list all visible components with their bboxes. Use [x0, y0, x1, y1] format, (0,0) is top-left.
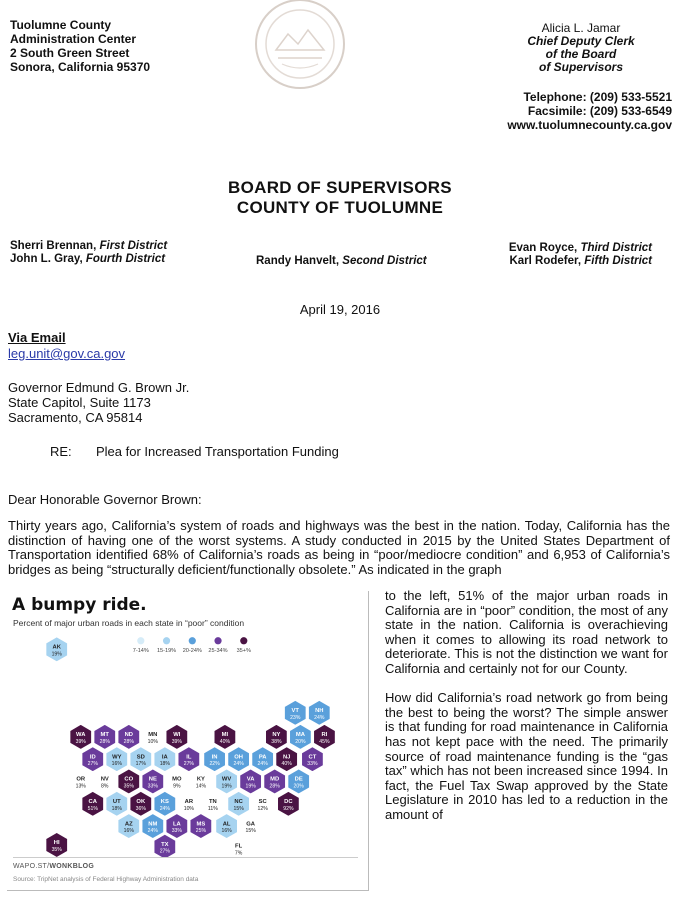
clerk-title-line: of Supervisors	[538, 60, 624, 74]
state-tile-ne	[142, 769, 164, 794]
supervisor-district: Second District	[342, 255, 427, 267]
state-abbr: VA	[246, 776, 255, 783]
state-abbr: OR	[76, 776, 86, 783]
state-value: 8%	[101, 783, 109, 790]
state-abbr: MT	[100, 732, 109, 739]
legend-swatch	[240, 637, 247, 644]
state-abbr: NM	[148, 821, 158, 828]
state-tile-or	[76, 777, 87, 790]
state-value: 35%	[51, 846, 62, 853]
recipient-line: Sacramento, CA 95814	[8, 410, 143, 425]
state-tile-nj	[276, 747, 298, 772]
state-abbr: AR	[184, 798, 194, 805]
state-tile-nv	[101, 777, 109, 790]
state-tile-ct	[302, 747, 324, 772]
state-abbr: ID	[89, 754, 96, 761]
email-link[interactable]: leg.unit@gov.ca.gov	[8, 346, 126, 361]
state-tile-tx	[154, 834, 176, 857]
state-abbr: IA	[161, 754, 168, 761]
state-abbr: MO	[172, 776, 182, 783]
state-value: 19%	[221, 783, 232, 790]
state-abbr: TN	[208, 798, 217, 805]
legend-swatch	[137, 637, 144, 644]
state-tile-mi	[214, 724, 236, 749]
state-abbr: AK	[52, 644, 61, 651]
state-value: 35%	[123, 783, 134, 790]
state-abbr: CA	[88, 798, 97, 805]
road-condition-chart	[7, 591, 369, 891]
supervisor-district: First District	[99, 240, 168, 252]
state-abbr: CT	[308, 754, 317, 761]
state-value: 19%	[51, 651, 62, 658]
state-abbr: ND	[124, 732, 134, 739]
legend-label: 15-19%	[156, 647, 177, 654]
state-value: 40%	[281, 761, 292, 768]
state-value: 40%	[219, 738, 231, 745]
supervisor-name: Randy Hanvelt,	[256, 255, 340, 267]
telephone: Telephone: (209) 533-5521	[523, 90, 672, 104]
state-abbr: WV	[221, 776, 232, 783]
state-value: 24%	[233, 761, 244, 768]
state-abbr: GA	[246, 821, 256, 828]
state-value: 24%	[147, 828, 158, 835]
recipient-address	[8, 380, 189, 425]
via-email-label: Via Email	[8, 330, 66, 345]
state-value: 25%	[195, 828, 207, 835]
state-value: 15%	[233, 805, 244, 812]
state-value: 33%	[171, 828, 182, 835]
state-tile-fl	[235, 844, 243, 857]
recipient-line: State Capitol, Suite 1173	[8, 395, 151, 410]
state-value: 24%	[314, 714, 325, 721]
state-abbr: PA	[258, 754, 267, 761]
legend-label: 7-14%	[132, 647, 149, 654]
state-tile-nc	[228, 791, 250, 816]
clerk-block	[516, 22, 646, 74]
state-tile-nh	[308, 700, 330, 725]
letter-date: April 19, 2016	[299, 302, 381, 317]
chart-title: A bumpy ride.	[12, 595, 147, 615]
state-tile-sc	[258, 799, 269, 812]
address-line: Sonora, California 95370	[10, 60, 151, 74]
legend-swatch	[189, 637, 196, 644]
state-abbr: OK	[136, 798, 146, 805]
state-value: 18%	[111, 805, 122, 812]
body-paragraph-3: How did California’s road network go from being the best to being the worst? The simple answer is that funding for road maintenance in California has not kept pace with the need. The primarily source of road maintenance funding is the “gas tax” which has not been increased since 1994. In fact, the Fuel Tax Swap approved by the State Legislature in 2010 has led to a reduction in the amount of	[385, 690, 668, 822]
state-value: 92%	[283, 805, 294, 812]
chart-legend	[133, 637, 251, 654]
state-tile-id	[82, 747, 104, 772]
legend-swatch	[163, 637, 170, 644]
state-value: 20%	[293, 783, 304, 790]
subject-line	[50, 444, 339, 459]
state-abbr: LA	[172, 821, 181, 828]
clerk-title-line: of the Board	[545, 47, 617, 61]
board-heading-line1: BOARD OF SUPERVISORS	[228, 178, 452, 197]
state-value: 33%	[147, 783, 158, 790]
state-value: 22%	[209, 761, 220, 768]
state-value: 10%	[183, 805, 194, 812]
supervisor-name: Sherri Brennan,	[10, 240, 97, 252]
state-value: 16%	[123, 828, 134, 835]
state-tile-nd	[118, 724, 140, 749]
state-abbr: SD	[136, 754, 145, 761]
state-abbr: TX	[161, 841, 169, 848]
state-abbr: AL	[222, 821, 231, 828]
state-abbr: DE	[294, 776, 303, 783]
address-line: Tuolumne County	[10, 18, 112, 32]
state-value: 24%	[257, 761, 268, 768]
supervisors-right	[509, 242, 652, 268]
state-value: 17%	[135, 761, 146, 768]
state-abbr: WA	[76, 732, 86, 739]
state-abbr: NC	[234, 798, 243, 805]
county-address-block	[10, 18, 150, 74]
address-line: 2 South Green Street	[10, 46, 130, 60]
chart-credit	[13, 863, 94, 870]
supervisor-district: Third District	[580, 242, 652, 254]
state-tile-in	[204, 747, 226, 772]
state-tile-ut	[106, 791, 128, 816]
supervisors-middle	[256, 255, 427, 268]
chart-divider	[13, 857, 358, 858]
state-tile-tn	[208, 799, 218, 812]
chart-credit-prefix: WAPO.ST/	[13, 863, 50, 870]
contact-block	[507, 90, 672, 132]
state-tile-ny	[266, 724, 288, 749]
state-tile-md	[264, 769, 286, 794]
state-value: 7%	[234, 850, 243, 857]
salutation: Dear Honorable Governor Brown:	[8, 492, 202, 507]
hex-map	[7, 591, 369, 857]
state-abbr: KY	[196, 776, 205, 783]
state-tile-ak	[46, 637, 68, 662]
chart-subtitle: Percent of major urban roads in each state in “poor” condition	[13, 618, 245, 628]
state-tile-la	[166, 814, 188, 839]
state-abbr: NY	[272, 732, 281, 739]
state-value: 9%	[173, 783, 181, 790]
state-abbr: NV	[100, 776, 109, 783]
state-abbr: MI	[221, 732, 229, 739]
state-tile-wy	[106, 747, 128, 772]
state-abbr: IL	[186, 754, 192, 761]
state-abbr: NE	[148, 776, 157, 783]
state-abbr: SC	[258, 798, 267, 805]
state-value: 11%	[207, 805, 218, 812]
state-tile-dc	[278, 791, 300, 816]
board-heading	[0, 178, 680, 218]
state-value: 14%	[195, 783, 207, 790]
state-value: 19%	[245, 783, 256, 790]
board-heading-line2: COUNTY OF TUOLUMNE	[236, 198, 444, 217]
state-tile-nm	[142, 814, 164, 839]
state-value: 28%	[123, 738, 134, 745]
supervisors-left	[10, 240, 167, 266]
state-abbr: RI	[321, 732, 328, 739]
supervisor-name: John L. Gray,	[10, 253, 83, 265]
state-tile-ri	[314, 724, 336, 749]
state-tile-ar	[184, 799, 195, 812]
state-tile-co	[118, 769, 140, 794]
state-abbr: MN	[148, 732, 158, 739]
state-value: 27%	[183, 761, 194, 768]
state-abbr: MS	[196, 821, 206, 828]
body-paragraph-1: Thirty years ago, California’s system of roads and highways was the best in the nation. Today, California has the distinction of having one of the worst systems. A study conducted in 2015 by the United States Department of Transportation identified 68% of California’s roads as being in “poor/mediocre condition” and 6,953 of California’s bridges as being “structurally deficient/functionally obsolete.” As indicated in the graph	[8, 518, 670, 577]
re-label: RE:	[50, 444, 72, 459]
state-value: 28%	[99, 738, 110, 745]
state-tile-ms	[190, 814, 212, 839]
state-value: 45%	[319, 738, 330, 745]
state-value: 18%	[159, 761, 170, 768]
re-text: Plea for Increased Transportation Funding	[96, 444, 339, 459]
state-value: 24%	[159, 805, 170, 812]
state-tile-ga	[246, 821, 257, 834]
state-tile-wv	[216, 769, 238, 794]
website-link[interactable]: www.tuolumnecounty.ca.gov	[507, 118, 672, 132]
state-tile-mo	[172, 777, 182, 790]
state-tile-ma	[290, 724, 312, 749]
recipient-line: Governor Edmund G. Brown Jr.	[8, 380, 190, 395]
state-tile-wa	[70, 724, 92, 749]
state-tile-al	[216, 814, 238, 839]
clerk-title-line: Chief Deputy Clerk	[527, 34, 635, 48]
state-value: 27%	[159, 848, 170, 855]
address-line: Administration Center	[10, 32, 137, 46]
state-abbr: DC	[284, 798, 293, 805]
state-tile-pa	[252, 747, 274, 772]
state-abbr: MD	[270, 776, 280, 783]
state-value: 10%	[147, 738, 158, 745]
state-abbr: HI	[53, 840, 60, 847]
legend-label: 35+%	[236, 647, 251, 654]
state-value: 51%	[87, 805, 98, 812]
state-abbr: MA	[295, 732, 305, 739]
state-abbr: WY	[112, 754, 122, 761]
state-tile-mn	[148, 732, 159, 745]
state-tile-mt	[94, 724, 116, 749]
facsimile: Facsimile: (209) 533-6549	[527, 104, 672, 118]
state-value: 20%	[295, 738, 306, 745]
state-tile-sd	[130, 747, 152, 772]
state-abbr: KS	[160, 798, 169, 805]
state-abbr: NJ	[282, 754, 291, 761]
body-paragraph-2: to the left, 51% of the major urban roads in California are in “poor” condition, the most of any state in the nation. California is overachieving when it comes to allowing its road network to deteriorate. This is not the distinction we want for California and certainly not for our County.	[385, 588, 668, 676]
state-value: 23%	[290, 714, 301, 721]
state-value: 36%	[135, 805, 146, 812]
state-value: 12%	[257, 805, 268, 812]
state-tile-ok	[130, 791, 152, 816]
state-value: 27%	[87, 761, 98, 768]
state-value: 39%	[171, 738, 182, 745]
state-value: 16%	[111, 761, 122, 768]
supervisor-district: Fifth District	[584, 255, 652, 267]
state-tile-ca	[82, 791, 104, 816]
state-value: 33%	[307, 761, 318, 768]
state-abbr: NH	[315, 707, 324, 714]
chart-credit-bold: WONKBLOG	[49, 863, 95, 870]
state-tile-ia	[154, 747, 176, 772]
state-abbr: CO	[124, 776, 134, 783]
state-tile-wi	[166, 724, 188, 749]
supervisor-name: Karl Rodefer,	[509, 255, 582, 267]
state-value: 28%	[269, 783, 280, 790]
state-abbr: AZ	[124, 821, 133, 828]
state-abbr: IN	[211, 754, 218, 761]
state-tile-hi	[46, 833, 68, 857]
state-tile-az	[118, 814, 140, 839]
state-value: 38%	[271, 738, 282, 745]
state-abbr: UT	[112, 798, 121, 805]
legend-swatch	[214, 637, 221, 644]
legend-label: 20-24%	[182, 647, 202, 654]
supervisor-name: Evan Royce,	[508, 242, 578, 254]
state-value: 13%	[75, 783, 86, 790]
legend-label: 25-34%	[208, 647, 228, 654]
state-tile-va	[240, 769, 262, 794]
state-tile-ky	[196, 777, 207, 790]
state-tile-vt	[284, 700, 306, 725]
state-abbr: WI	[173, 732, 181, 739]
state-tile-il	[178, 747, 200, 772]
state-value: 39%	[75, 738, 86, 745]
county-seal-watermark	[248, 0, 352, 96]
supervisor-district: Fourth District	[85, 253, 166, 265]
state-tile-oh	[228, 747, 250, 772]
clerk-name: Alicia L. Jamar	[541, 21, 621, 35]
state-abbr: OH	[234, 754, 244, 761]
body-right-column	[385, 589, 668, 837]
state-abbr: FL	[235, 843, 243, 850]
state-abbr: VT	[291, 707, 299, 714]
chart-source: Source: TripNet analysis of Federal Highway Administration data	[13, 876, 199, 883]
state-tile-de	[288, 769, 310, 794]
state-tile-ks	[154, 791, 176, 816]
state-value: 15%	[245, 828, 256, 835]
state-value: 16%	[221, 828, 232, 835]
